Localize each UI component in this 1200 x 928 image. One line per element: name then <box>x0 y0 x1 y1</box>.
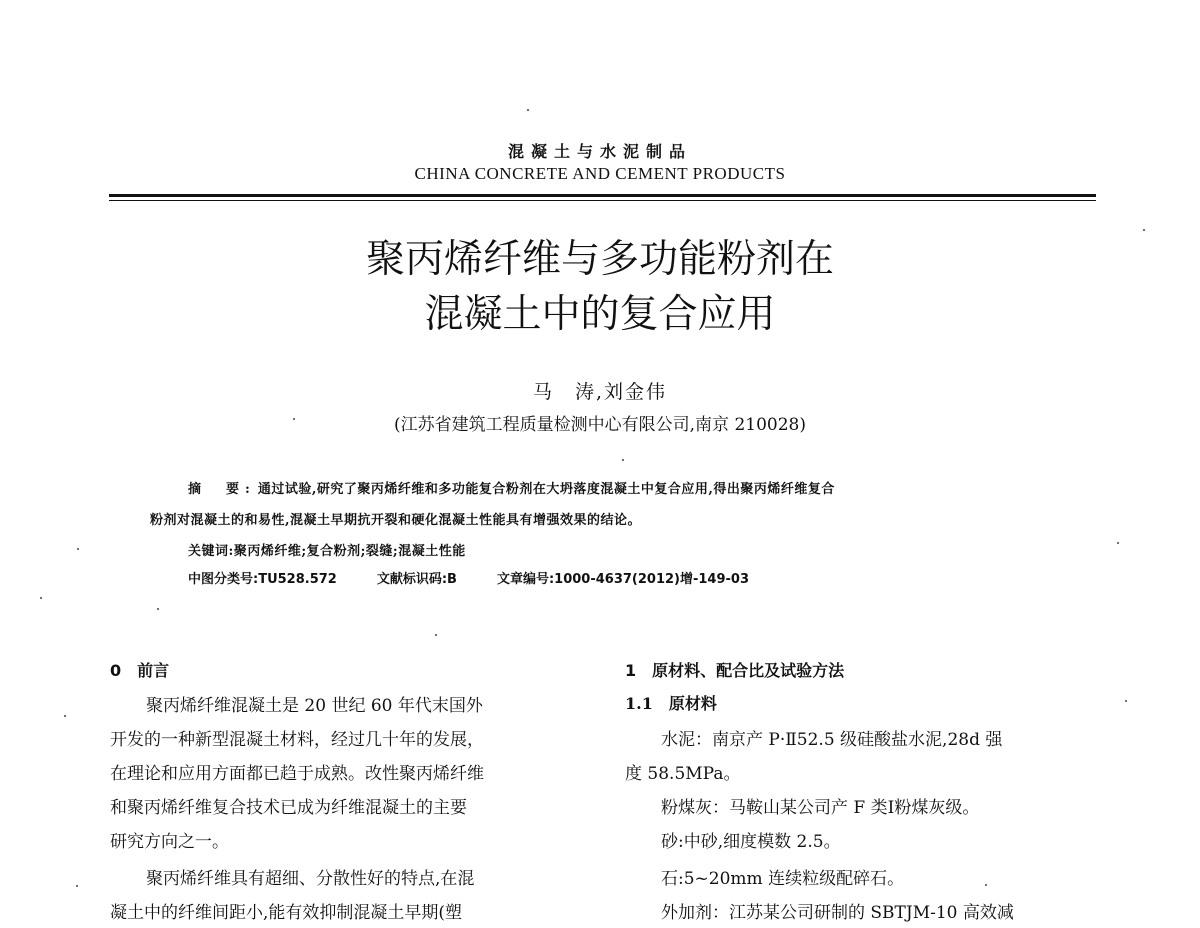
keywords-label: 关键词: <box>188 544 234 559</box>
scan-speck <box>1143 229 1145 231</box>
body-line: 聚丙烯纤维具有超细、分散性好的特点,在混 <box>146 869 475 889</box>
article-number: 文章编号:1000-4637(2012)增-149-03 <box>496 572 749 587</box>
abstract-label: 摘 要: <box>188 482 256 497</box>
journal-name-en: CHINA CONCRETE AND CEMENT PRODUCTS <box>414 164 786 183</box>
journal-name-cn: 混凝土与水泥制品 <box>507 142 692 161</box>
scan-speck <box>77 548 79 550</box>
scan-speck <box>1125 700 1127 702</box>
section-1-heading: 1 原材料、配合比及试验方法 <box>625 661 845 680</box>
header-rule-thick <box>109 194 1096 197</box>
body-line: 外加剂：江苏某公司研制的 SBTJM-10 高效减 <box>661 903 1014 923</box>
body-line: 在理论和应用方面都已趋于成熟。改性聚丙烯纤维 <box>110 764 484 784</box>
scan-speck <box>435 634 437 636</box>
body-line: 和聚丙烯纤维复合技术已成为纤维混凝土的主要 <box>110 798 467 818</box>
abstract-line-2: 粉剂对混凝土的和易性,混凝土早期抗开裂和硬化混凝土性能具有增强效果的结论。 <box>150 513 642 528</box>
keywords-text: 聚丙烯纤维;复合粉剂;裂缝;混凝土性能 <box>233 544 466 559</box>
scan-speck <box>622 459 624 461</box>
body-line: 研究方向之一。 <box>110 832 229 852</box>
authors: 马 涛,刘金伟 <box>532 381 668 403</box>
header-rule-thin <box>109 200 1096 201</box>
body-line: 水泥：南京产 P·Ⅱ52.5 级硅酸盐水泥,28d 强 <box>661 730 1003 750</box>
abstract-text-1: 通过试验,研究了聚丙烯纤维和多功能复合粉剂在大坍落度混凝土中复合应用,得出聚丙烯纤维复合 <box>257 482 835 497</box>
body-line: 开发的一种新型混凝土材料，经过几十年的发展， <box>110 730 484 750</box>
abstract-line-1 <box>188 478 835 497</box>
scan-speck <box>527 109 529 111</box>
section-0-heading: 0 前言 <box>110 661 170 680</box>
clc-number: 中图分类号:TU528.572 <box>188 572 337 587</box>
scan-speck <box>1117 542 1119 544</box>
body-line: 聚丙烯纤维混凝土是 20 世纪 60 年代末国外 <box>146 696 483 716</box>
body-line: 粉煤灰：马鞍山某公司产 F 类Ⅰ粉煤灰级。 <box>661 798 980 818</box>
paper-title-line-1: 聚丙烯纤维与多功能粉剂在 <box>365 237 834 282</box>
body-line: 度 58.5MPa。 <box>625 764 741 784</box>
subsection-1-1-heading: 1.1 原材料 <box>625 694 717 713</box>
body-line: 石:5~20mm 连续粒级配碎石。 <box>661 869 905 889</box>
scan-speck <box>40 597 42 599</box>
affiliation: (江苏省建筑工程质量检测中心有限公司,南京 210028) <box>394 415 806 435</box>
document-code: 文献标识码:B <box>376 572 457 587</box>
body-line: 凝土中的纤维间距小,能有效抑制混凝土早期(塑 <box>110 903 463 923</box>
body-line: 砂:中砂,细度模数 2.5。 <box>661 832 841 852</box>
scan-speck <box>293 418 295 420</box>
scan-speck <box>64 715 66 717</box>
scan-speck <box>76 885 78 887</box>
paper-title-line-2: 混凝土中的复合应用 <box>424 292 776 337</box>
scan-speck <box>157 608 159 610</box>
scan-speck <box>985 884 987 886</box>
classification-row <box>188 568 789 587</box>
keywords <box>188 540 466 559</box>
